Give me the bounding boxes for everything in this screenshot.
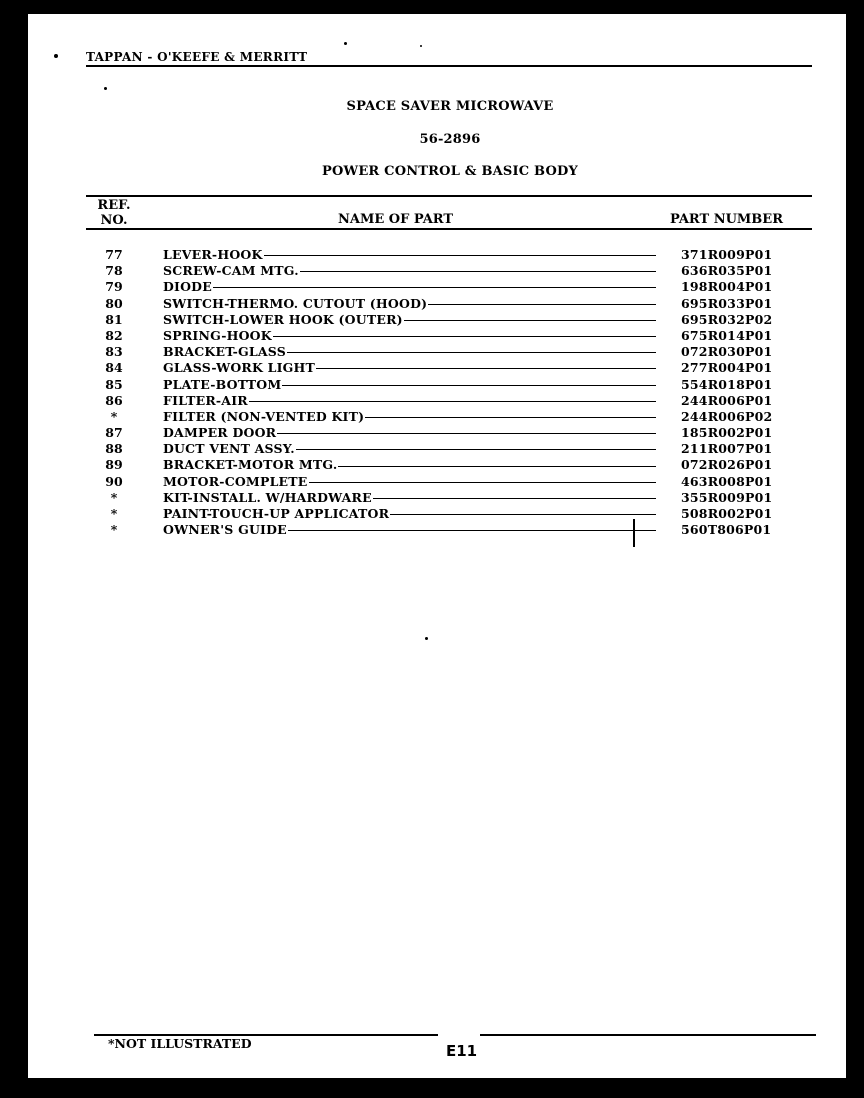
part-name: FILTER-AIR: [163, 392, 248, 408]
ref-no: 87: [105, 425, 123, 441]
table-row: [28, 409, 846, 425]
scan-speck: [54, 54, 58, 58]
table-row: [28, 344, 846, 360]
leader-line: [213, 287, 656, 288]
ref-no: *: [110, 506, 118, 521]
table-row: [28, 522, 846, 538]
model-number: 56-2896: [419, 132, 481, 147]
part-number: 463R008P01: [681, 473, 773, 489]
part-name: PLATE-BOTTOM: [163, 376, 282, 392]
table-row: [28, 247, 846, 263]
part-number: 072R030P01: [681, 344, 773, 360]
table-row: [28, 328, 846, 344]
ref-header-line1: REF.: [97, 198, 131, 213]
table-row: [28, 441, 846, 457]
ref-no: 86: [105, 392, 123, 408]
leader-line: [316, 368, 656, 369]
part-name: PAINT-TOUCH-UP APPLICATOR: [163, 506, 390, 521]
part-name-cell: [163, 490, 656, 506]
table-row: [28, 263, 846, 279]
part-name: SWITCH-THERMO. CUTOUT (HOOD): [163, 295, 428, 311]
leader-line: [249, 401, 656, 402]
scan-speck: [425, 637, 428, 640]
ref-no: 84: [105, 360, 123, 376]
leader-line: [365, 417, 656, 418]
part-name: DIODE: [163, 279, 212, 295]
part-number: 695R032P02: [681, 311, 773, 327]
leader-line: [390, 514, 656, 515]
name-of-part-header: NAME OF PART: [338, 212, 454, 227]
table-header-rule: [86, 228, 812, 230]
part-name-cell: [163, 506, 656, 522]
leader-line: [273, 336, 656, 337]
table-row: [28, 457, 846, 473]
table-row: [28, 425, 846, 441]
table-row: [28, 393, 846, 409]
part-name-cell: [163, 263, 656, 279]
ref-no: 78: [105, 263, 123, 279]
part-name: DAMPER DOOR: [163, 425, 277, 441]
ref-no: 80: [105, 295, 123, 311]
table-top-rule: [86, 195, 812, 197]
leader-line: [282, 385, 656, 386]
part-name-cell: [163, 393, 656, 409]
document-page: [28, 14, 846, 1078]
footer-rule-right: [480, 1034, 816, 1036]
leader-line: [404, 320, 656, 321]
part-name-cell: [163, 344, 656, 360]
part-name-cell: [163, 377, 656, 393]
part-number: 198R004P01: [681, 279, 773, 295]
table-row: [28, 490, 846, 506]
part-number: 675R014P01: [681, 327, 773, 343]
part-name: SCREW-CAM MTG.: [163, 263, 299, 279]
part-name: MOTOR-COMPLETE: [163, 473, 308, 489]
leader-line: [264, 255, 656, 256]
scan-speck: [104, 87, 107, 90]
part-name: BRACKET-GLASS: [163, 344, 286, 360]
ref-no: *: [110, 489, 118, 505]
ref-no: 85: [105, 376, 123, 392]
part-name: KIT-INSTALL. W/HARDWARE: [163, 489, 372, 505]
part-number: 211R007P01: [681, 441, 773, 457]
ref-no: 77: [105, 247, 123, 262]
part-name-cell: [163, 409, 656, 425]
page-number: E11: [446, 1042, 478, 1060]
table-row: [28, 279, 846, 295]
part-number: 355R009P01: [681, 489, 773, 505]
part-name: FILTER (NON-VENTED KIT): [163, 408, 365, 424]
ref-header-line2: NO.: [100, 213, 128, 228]
part-number-header: PART NUMBER: [670, 212, 784, 227]
part-name-cell: [163, 247, 656, 263]
part-number: 554R018P01: [681, 376, 773, 392]
part-name-cell: [163, 425, 656, 441]
leader-line: [300, 271, 656, 272]
leader-line: [428, 304, 656, 305]
scan-speck: [633, 519, 635, 547]
table-row: [28, 360, 846, 376]
leader-line: [296, 449, 656, 450]
table-row: [28, 296, 846, 312]
part-name: SPRING-HOOK: [163, 327, 272, 343]
leader-line: [277, 433, 656, 434]
table-row: [28, 312, 846, 328]
brand-header: TAPPAN - O'KEEFE & MERRITT: [86, 50, 308, 64]
part-name-cell: [163, 441, 656, 457]
part-name: GLASS-WORK LIGHT: [163, 360, 316, 376]
ref-no-header: [94, 198, 134, 228]
part-number: 560T806P01: [681, 522, 772, 538]
part-number: 072R026P01: [681, 457, 773, 473]
part-name: SWITCH-LOWER HOOK (OUTER): [163, 311, 403, 327]
part-number: 185R002P01: [681, 425, 773, 441]
scan-speck: [420, 45, 422, 47]
part-number: 244R006P01: [681, 392, 773, 408]
part-name-cell: [163, 474, 656, 490]
part-name-cell: [163, 457, 656, 473]
not-illustrated-note: *NOT ILLUSTRATED: [108, 1036, 252, 1051]
ref-no: 88: [105, 441, 123, 457]
leader-line: [338, 466, 656, 467]
ref-no: 89: [105, 457, 123, 473]
ref-no: 90: [105, 473, 123, 489]
leader-line: [373, 498, 656, 499]
part-name-cell: [163, 360, 656, 376]
ref-no: 79: [105, 279, 123, 295]
ref-no: 82: [105, 327, 123, 343]
header-rule: [86, 65, 812, 67]
part-name: BRACKET-MOTOR MTG.: [163, 457, 338, 473]
section-title: POWER CONTROL & BASIC BODY: [322, 164, 578, 179]
part-number: 695R033P01: [681, 295, 773, 311]
part-name: DUCT VENT ASSY.: [163, 441, 295, 457]
leader-line: [288, 530, 656, 531]
part-number: 636R035P01: [681, 263, 773, 279]
part-number: 508R002P01: [681, 506, 773, 521]
part-number: 244R006P02: [681, 408, 773, 424]
ref-no: *: [110, 522, 118, 538]
part-name-cell: [163, 312, 656, 328]
part-name-cell: [163, 328, 656, 344]
part-name-cell: [163, 296, 656, 312]
leader-line: [287, 352, 656, 353]
ref-no: 83: [105, 344, 123, 360]
part-name-cell: [163, 279, 656, 295]
scan-speck: [344, 42, 347, 45]
part-name: OWNER'S GUIDE: [163, 522, 287, 538]
part-number: 277R004P01: [681, 360, 773, 376]
part-name-cell: [163, 522, 656, 538]
part-number: 371R009P01: [681, 247, 773, 262]
table-row: [28, 474, 846, 490]
parts-list: [28, 247, 846, 538]
leader-line: [309, 482, 656, 483]
table-row: [28, 377, 846, 393]
document-title: SPACE SAVER MICROWAVE: [346, 99, 554, 114]
table-row: [28, 506, 846, 522]
part-name: LEVER-HOOK: [163, 247, 263, 262]
ref-no: *: [110, 408, 118, 424]
ref-no: 81: [105, 311, 123, 327]
